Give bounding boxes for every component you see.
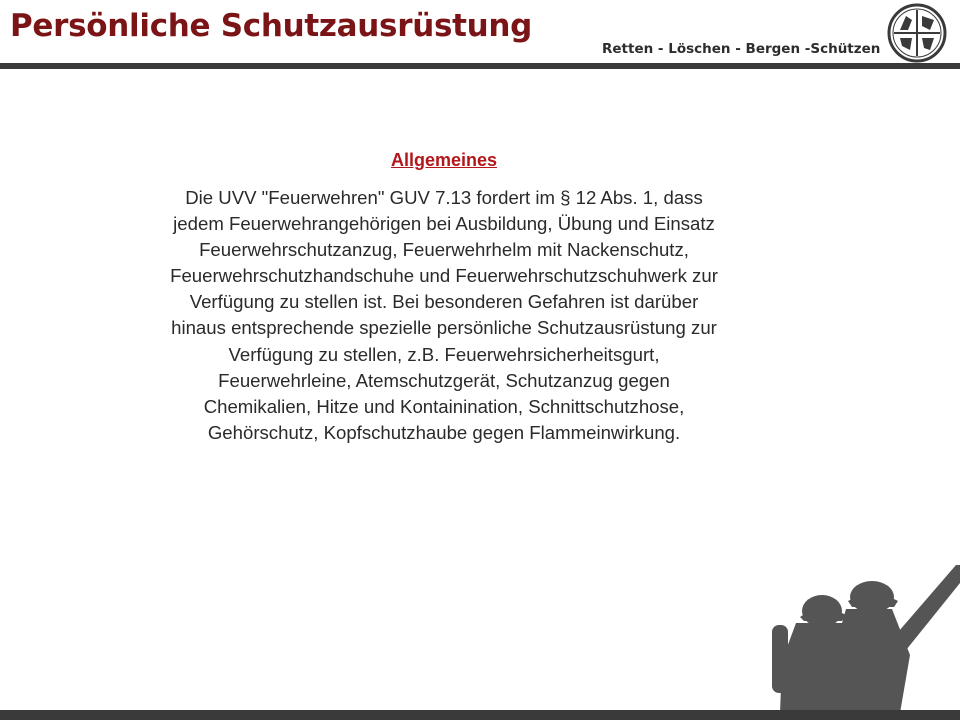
body-paragraph: Die UVV "Feuerwehren" GUV 7.13 fordert im § 12 Abs. 1, dass jedem Feuerwehrangehörigen bei Ausbildung, Übung und Einsatz Feuerwehrschutzanzug, Feuerwehrhelm mit Nackenschutz, Feuerwehrschutzhandschuhe und Feuerwehrschutzschuhwerk zur Verfügung zu stellen ist. Bei besonderen Gefahren ist darüber hinaus entsprechende spezielle persönliche Schutzausrüstung zur Verfügung zu stellen, z.B. Feuerwehrsicherheitsgurt, Feuerwehrleine, Atemschutzgerät, Schutzanzug gegen Chemikalien, Hitze und Kontainination, Schnittschutzhose, Gehörschutz, Kopfschutzhaube gegen Flammeinwirkung. <box>170 187 718 443</box>
fire-brigade-emblem-icon <box>886 2 948 64</box>
page-title: Persönliche Schutzausrüstung <box>10 8 533 44</box>
header-motto: Retten - Löschen - Bergen -Schützen <box>602 41 881 57</box>
footer-bar <box>0 710 960 720</box>
content-block <box>170 150 718 446</box>
header-divider-bar <box>0 63 960 69</box>
section-heading: Allgemeines <box>390 150 498 170</box>
firefighters-silhouette-icon <box>760 565 960 713</box>
